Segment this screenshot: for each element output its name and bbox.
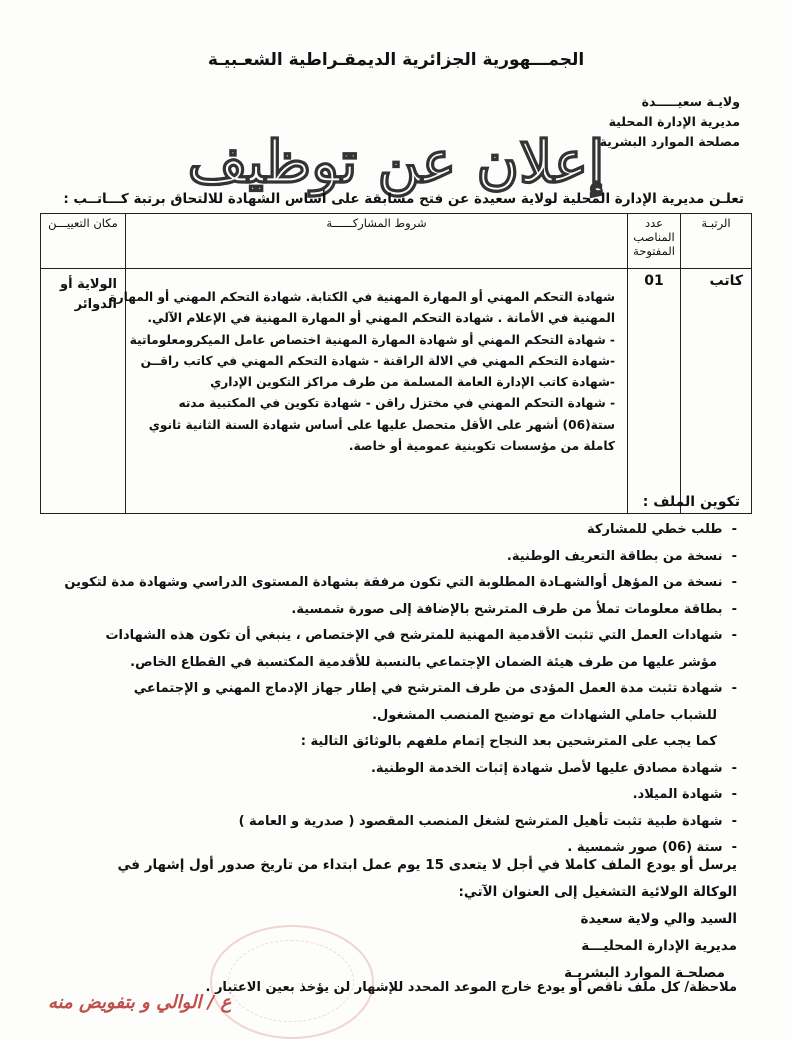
table-row [41,269,752,514]
official-stamp-inner-ring [228,940,354,1022]
rank-cell: كاتب [681,269,752,514]
intro-text: تعلـن مديرية الإدارة المحلية لولاية سعيدة عن فتح مسابقة على أساس الشهادة للالتحاق برتبة كـــاتــب : [63,191,744,207]
submission-instructions [17,852,737,987]
service-name: مصلحة الموارد البشرية [599,134,740,149]
signature-text: ع / الوالي و بتفويض منه [48,992,232,1013]
required-documents-list [22,517,737,862]
note-text: ملاحظة/ كل ملف ناقص أو يودع خارج الموعد المحدد للإشهار لن يؤخذ بعين الاعتبار . [205,980,737,995]
list-item: - بطاقة معلومات تملأ من طرف المترشح بالإضافة إلى صورة شمسية. [22,597,737,624]
list-item: - شهادة تثبت مدة العمل المؤدى من طرف المترشح في إطار جهاز الإدماج المهني و الإجتماعي [22,676,737,703]
location-cell: الولاية أو الدوائر [41,269,126,514]
list-item: - ستة (06) صور شمسية . [22,835,737,862]
positions-cell: 01 [628,269,681,514]
post-success-note: كما يجب على المترشحين بعد النجاح إتمام ملفهم بالوثائق التالية : [300,734,717,749]
header-positions: عدد المناصب المفتوحة [628,214,681,269]
condition-line: ستة(06) أشهر على الأقل متحصل عليها على أساس شهادة السنة الثانية ثانوي [148,417,615,432]
list-item: - شهادات العمل التي تثبت الأقدمية المهنية للمترشح في الإختصاص ، ينبغي أن تكون هذه الشهادات [22,623,737,650]
header-location: مكان التعييـــن [41,214,126,269]
address-line: مصلحـة الموارد البشريـة [564,965,725,981]
condition-line: - شهادة التحكم المهني أو شهادة المهارة المهنية اختصاص عامل الميكرومعلوماتية [129,332,615,347]
list-item: - شهادة طبية تثبت تأهيل المترشح لشغل المنصب المقصود ( صدرية و العامة ) [22,809,737,836]
list-item-continuation: للشباب حاملي الشهادات مع توضيح المنصب المشغول. [372,707,717,723]
submission-destination: الوكالة الولائية التشغيل إلى العنوان الآتي: [458,884,737,900]
list-item: - شهادة مصادق عليها لأصل شهادة إثبات الخدمة الوطنية. [22,756,737,783]
header-conditions: شروط المشاركــــــة [126,214,628,269]
list-item: - نسخة من المؤهل أوالشهـادة المطلوبة التي تكون مرفقة بشهادة المستوى الدراسي وشهادة مدة لتكوين [22,570,737,597]
address-line: السيد والي ولاية سعيدة [580,911,737,927]
positions-table [40,213,752,514]
submission-deadline: يرسل أو يودع الملف كاملا في أجل لا يتعدى 15 يوم عمل ابتداء من تاريخ صدور أول إشهار في [117,857,737,873]
directorate-name: مديرية الإدارة المحلية [608,114,740,129]
condition-line: -شهادة التحكم المهني في الالة الراقنة - شهادة التحكم المهني في كاتب راقــن [140,353,615,368]
condition-line: -شهادة كاتب الإدارة العامة المسلمة من طرف مراكز التكوين الإداري [210,375,615,390]
header-rank: الرتبـة [681,214,752,269]
page-title: إعلان عن توظيف [187,128,605,196]
list-item-continuation: مؤشر عليها من طرف هيئة الضمان الإجتماعي بالنسبة للأقدمية المكتسبة في القطاع الخاص. [130,654,717,670]
list-item: - شهادة الميلاد. [22,782,737,809]
condition-line: شهادة التحكم المهني أو المهارة المهنية في الكتابة. شهادة التحكم المهني أو المهارة [109,290,615,304]
list-item: - نسخة من بطاقة التعريف الوطنية. [22,544,737,571]
file-section-title: تكوين الملف : [642,494,740,510]
condition-line: - شهادة التحكم المهني في مختزل راقن - شهادة تكوين في المكتبية مدته [178,396,615,411]
address-line: مديرية الإدارة المحليـــة [581,938,737,954]
table-header-row [41,214,752,269]
list-item: - طلب خطي للمشاركة [22,517,737,544]
republic-heading: الجمـــهورية الجزائرية الديمقـراطية الشعـبيـة [207,50,585,70]
conditions-cell [109,269,628,514]
wilaya-name: ولايـة سعيـــــدة [641,94,740,109]
condition-line: المهنية في الأمانة . شهادة التحكم المهني أو المهارة المهنية في الإعلام الآلي. [147,311,615,326]
condition-line: كاملة من مؤسسات تكوينية عمومية أو خاصة. [348,439,615,454]
